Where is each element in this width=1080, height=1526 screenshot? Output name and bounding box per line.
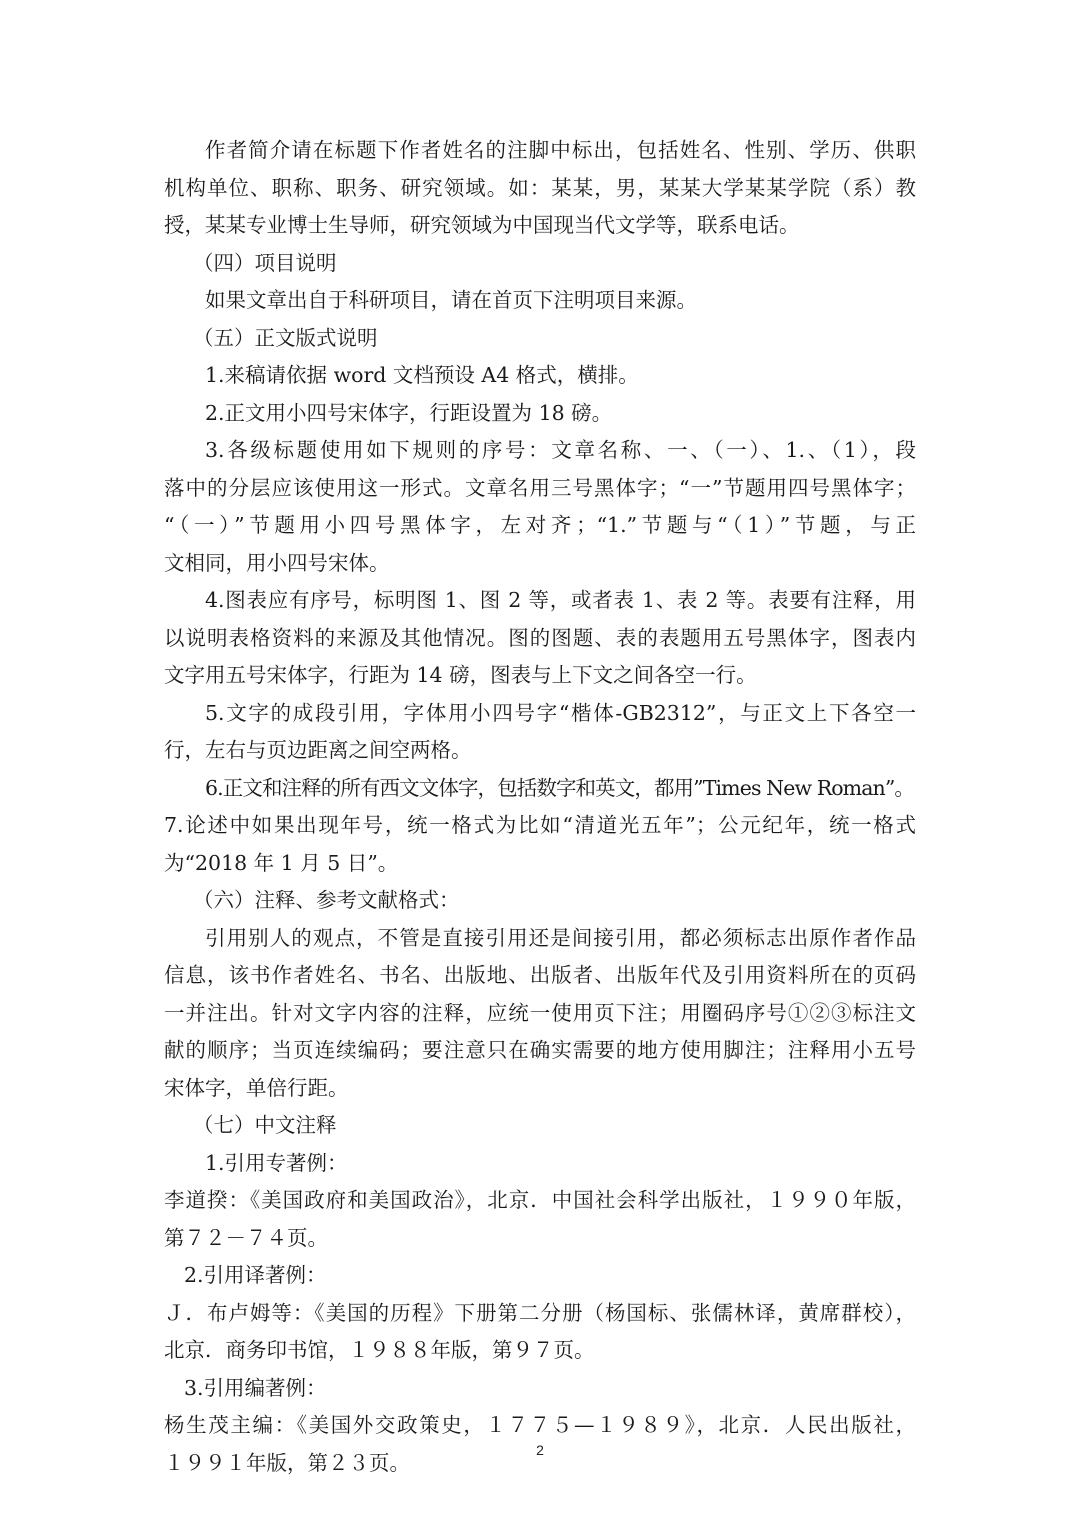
paragraph-line: 文相同，用小四号宋体。 bbox=[164, 550, 390, 575]
paragraph-line: 落中的分层应该使用这一形式。文章名用三号黑体字；“一”节题用四号黑体字； bbox=[164, 475, 916, 500]
paragraph-line: 行，左右与页边距离之间空两格。 bbox=[164, 738, 472, 762]
list-item: 5.文字的成段引用，字体用小四号字“楷体-GB2312”，与正文上下各空一 bbox=[205, 700, 916, 725]
paragraph-line: 献的顺序；当页连续编码；要注意只在确实需要的地方使用脚注；注释用小五号 bbox=[164, 1038, 916, 1062]
example-heading: 2.引用译著例： bbox=[184, 1263, 327, 1287]
example-heading: 1.引用专著例： bbox=[205, 1150, 348, 1175]
paragraph-line: 以说明表格资料的来源及其他情况。图的图题、表的表题用五号黑体字，图表内 bbox=[164, 625, 916, 650]
paragraph-line: 授，某某专业博士生导师，研究领域为中国现当代文学等，联系电话。 bbox=[164, 213, 800, 237]
section-heading: （五）正文版式说明 bbox=[193, 325, 378, 350]
list-item: 2.正文用小四号宋体字，行距设置为 18 磅。 bbox=[205, 400, 613, 425]
section-heading: （六）注释、参考文献格式： bbox=[193, 888, 460, 912]
paragraph-line: 文字用五号宋体字，行距为 14 磅，图表与上下文之间各空一行。 bbox=[164, 663, 757, 687]
section-heading: （四）项目说明 bbox=[193, 250, 337, 275]
paragraph-line: 作者简介请在标题下作者姓名的注脚中标出，包括姓名、性别、学历、供职 bbox=[205, 138, 916, 162]
page-number: 2 bbox=[536, 1442, 544, 1458]
list-item: 1.来稿请依据 word 文档预设 A4 格式，横排。 bbox=[205, 363, 639, 387]
citation-line: 杨生茂主编：《美国外交政策史，１７７５—１９８９》，北京．人民出版社， bbox=[164, 1413, 916, 1437]
paragraph-line: 为“2018 年 1 月 5 日”。 bbox=[164, 850, 399, 875]
citation-line: １９９１年版，第２３页。 bbox=[164, 1450, 410, 1475]
document-body bbox=[164, 132, 916, 1482]
citation-line: 北京．商务印书馆，１９８８年版，第９７页。 bbox=[164, 1338, 595, 1362]
paragraph-line: 一并注出。针对文字内容的注释，应统一使用页下注；用圈码序号①②③标注文 bbox=[164, 1000, 916, 1025]
list-item: 7.论述中如果出现年号，统一格式为比如“清道光五年”；公元纪年，统一格式 bbox=[164, 813, 916, 837]
paragraph-line: “（一）”节题用小四号黑体字，左对齐；“1.”节题与“（1）”节题，与正 bbox=[164, 513, 916, 537]
paragraph-line: 宋体字，单倍行距。 bbox=[164, 1075, 349, 1100]
paragraph-line: 信息，该书作者姓名、书名、出版地、出版者、出版年代及引用资料所在的页码 bbox=[164, 963, 916, 987]
paragraph-line: 引用别人的观点，不管是直接引用还是间接引用，都必须标志出原作者作品 bbox=[205, 925, 916, 950]
citation-line: Ｊ．布卢姆等：《美国的历程》下册第二分册（杨国标、张儒林译，黄席群校）， bbox=[164, 1300, 916, 1325]
example-heading: 3.引用编著例： bbox=[184, 1375, 327, 1400]
section-heading: （七）中文注释 bbox=[193, 1113, 337, 1137]
list-item: 4.图表应有序号，标明图 1、图 2 等，或者表 1、表 2 等。表要有注释，用 bbox=[205, 588, 916, 612]
citation-line: 李道揆：《美国政府和美国政治》，北京．中国社会科学出版社，１９９０年版， bbox=[164, 1188, 916, 1212]
list-item: 3.各级标题使用如下规则的序号：文章名称、一、（一）、1.、（1），段 bbox=[205, 438, 916, 462]
list-item: 6.正文和注释的所有西文文体字，包括数字和英文，都用”Times New Roman”。 bbox=[205, 775, 915, 800]
paragraph-line: 如果文章出自于科研项目，请在首页下注明项目来源。 bbox=[205, 288, 697, 312]
paragraph-line: 机构单位、职称、职务、研究领域。如：某某，男，某某大学某某学院（系）教 bbox=[164, 175, 916, 200]
citation-line: 第７２－７４页。 bbox=[164, 1225, 328, 1250]
